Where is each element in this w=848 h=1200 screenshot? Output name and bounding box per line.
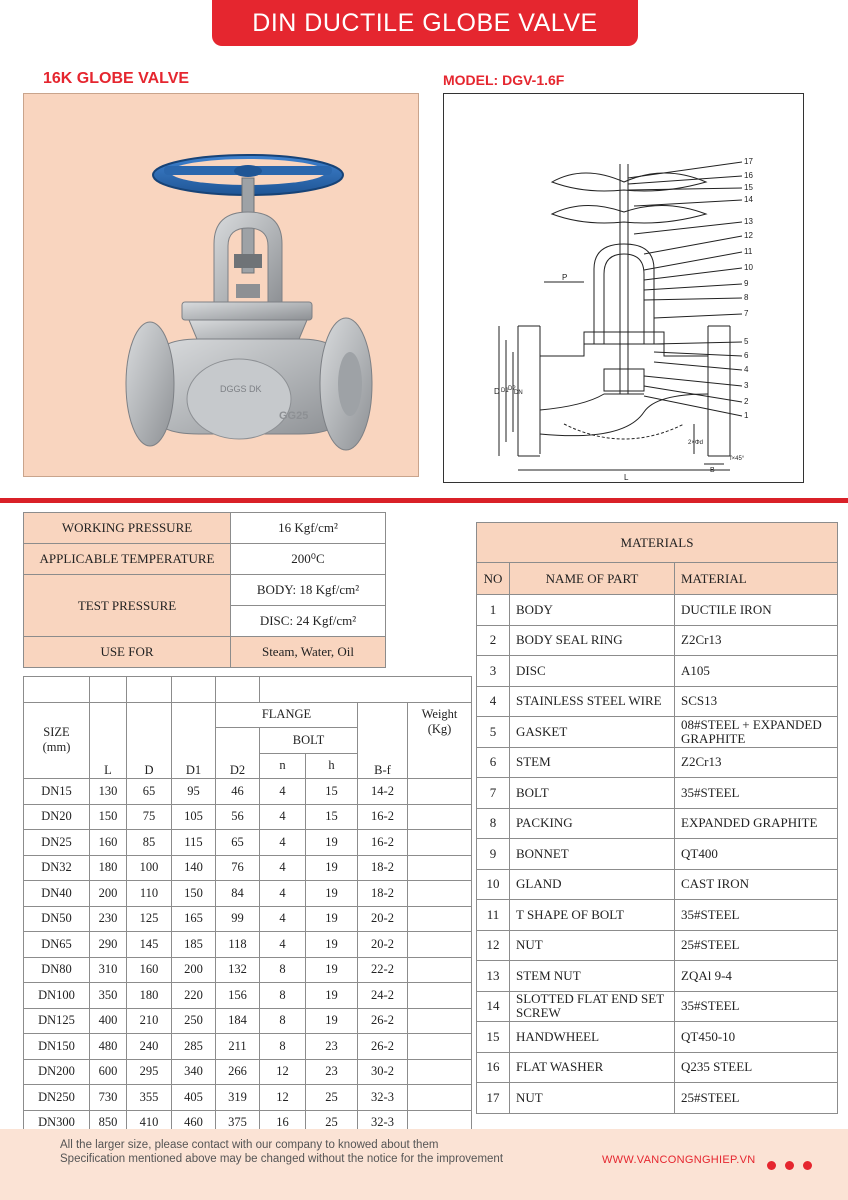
value-cell: 99 [216, 906, 260, 932]
value-cell: 19 [306, 830, 358, 856]
material-cell: 25#STEEL [675, 1083, 838, 1114]
col-header: D1 [172, 702, 216, 779]
part-cell: T SHAPE OF BOLT [510, 900, 675, 931]
spec-label: APPLICABLE TEMPERATURE [24, 544, 231, 575]
size-cell: DN250 [24, 1085, 90, 1111]
value-cell: 200 [172, 957, 216, 983]
size-header: SIZE (mm) [24, 702, 90, 779]
value-cell: 180 [127, 983, 172, 1009]
value-cell: 20-2 [358, 906, 408, 932]
size-cell: DN300 [24, 1110, 90, 1136]
table-row [477, 839, 838, 870]
value-cell: 185 [172, 932, 216, 958]
table-row [477, 1022, 838, 1053]
value-cell: 375 [216, 1110, 260, 1136]
value-cell: 145 [127, 932, 172, 958]
value-cell: 18-2 [358, 855, 408, 881]
no-cell: 11 [477, 900, 510, 931]
table-row [24, 855, 472, 881]
value-cell: 160 [127, 957, 172, 983]
value-cell: 130 [90, 779, 127, 805]
value-cell: 4 [260, 906, 306, 932]
value-cell: 15 [306, 779, 358, 805]
left-flange [126, 322, 174, 446]
value-cell: 240 [127, 1034, 172, 1060]
material-cell: ZQAl 9-4 [675, 961, 838, 992]
no-cell: 14 [477, 991, 510, 1022]
value-cell: 76 [216, 855, 260, 881]
left-section-title: 16K GLOBE VALVE [43, 70, 190, 87]
table-row [24, 932, 472, 958]
callout: 3 [744, 381, 749, 390]
size-cell: DN80 [24, 957, 90, 983]
value-cell: 210 [127, 1008, 172, 1034]
value-cell: 118 [216, 932, 260, 958]
part-cell: PACKING [510, 808, 675, 839]
value-cell: 19 [306, 957, 358, 983]
part-cell: BONNET [510, 839, 675, 870]
table-row [477, 686, 838, 717]
col-header: D2 [216, 728, 260, 779]
size-cell: DN65 [24, 932, 90, 958]
value-cell: 156 [216, 983, 260, 1009]
no-cell: 9 [477, 839, 510, 870]
table-row [477, 1052, 838, 1083]
value-cell: 75 [127, 804, 172, 830]
label-p: P [562, 273, 568, 282]
value-cell: 4 [260, 779, 306, 805]
no-cell: 8 [477, 808, 510, 839]
flange-header: FLANGE [216, 702, 358, 728]
value-cell: 56 [216, 804, 260, 830]
table-row [477, 1083, 838, 1114]
material-cell: 25#STEEL [675, 930, 838, 961]
material-cell: CAST IRON [675, 869, 838, 900]
value-cell: 16-2 [358, 830, 408, 856]
table-row [477, 930, 838, 961]
value-cell: 350 [90, 983, 127, 1009]
label-bolt: 2×Φd [688, 440, 703, 446]
value-cell: 125 [127, 906, 172, 932]
value-cell: 295 [127, 1059, 172, 1085]
weight-cell [408, 906, 472, 932]
table-row [477, 717, 838, 748]
value-cell: 95 [172, 779, 216, 805]
value-cell: 46 [216, 779, 260, 805]
value-cell: 132 [216, 957, 260, 983]
value-cell: 18-2 [358, 881, 408, 907]
value-cell: 340 [172, 1059, 216, 1085]
weight-cell [408, 1059, 472, 1085]
size-cell: DN125 [24, 1008, 90, 1034]
material-cell: SCS13 [675, 686, 838, 717]
callout: 4 [744, 365, 749, 374]
value-cell: 24-2 [358, 983, 408, 1009]
value-cell: 23 [306, 1059, 358, 1085]
value-cell: 19 [306, 932, 358, 958]
part-cell: HANDWHEEL [510, 1022, 675, 1053]
col-header: h [306, 753, 358, 779]
materials-title: MATERIALS [477, 523, 838, 563]
value-cell: 200 [90, 881, 127, 907]
material-cell: Z2Cr13 [675, 625, 838, 656]
value-cell: 105 [172, 804, 216, 830]
size-cell: DN100 [24, 983, 90, 1009]
no-cell: 16 [477, 1052, 510, 1083]
weight-header: Weight (Kg) [408, 702, 472, 779]
callout: 15 [744, 183, 753, 192]
value-cell: 211 [216, 1034, 260, 1060]
col-header: L [90, 702, 127, 779]
part-cell: SLOTTED FLAT END SET SCREW [510, 991, 675, 1022]
size-cell: DN32 [24, 855, 90, 881]
value-cell: 22-2 [358, 957, 408, 983]
value-cell: 4 [260, 932, 306, 958]
dot-icon [767, 1161, 776, 1170]
table-row [24, 830, 472, 856]
size-cell: DN25 [24, 830, 90, 856]
weight-cell [408, 1008, 472, 1034]
technical-drawing [443, 93, 804, 483]
callout: 1 [744, 411, 749, 420]
material-cell: A105 [675, 656, 838, 687]
value-cell: 14-2 [358, 779, 408, 805]
no-cell: 5 [477, 717, 510, 748]
callout: 6 [744, 351, 749, 360]
value-cell: 310 [90, 957, 127, 983]
dot-icon [785, 1161, 794, 1170]
callout: 7 [744, 309, 749, 318]
spec-label: WORKING PRESSURE [24, 513, 231, 544]
part-cell: NUT [510, 1083, 675, 1114]
table-row [24, 957, 472, 983]
part-cell: GASKET [510, 717, 675, 748]
part-cell: BODY [510, 595, 675, 626]
value-cell: 65 [216, 830, 260, 856]
materials-table [476, 522, 838, 1114]
page-banner: DIN DUCTILE GLOBE VALVE [212, 0, 638, 46]
model-title: MODEL: DGV-1.6F [443, 72, 565, 88]
no-cell: 2 [477, 625, 510, 656]
value-cell: 250 [172, 1008, 216, 1034]
size-cell: DN200 [24, 1059, 90, 1085]
value-cell: 8 [260, 1034, 306, 1060]
value-cell: 4 [260, 830, 306, 856]
label-l: L [624, 473, 629, 482]
table-row [477, 747, 838, 778]
weight-cell [408, 881, 472, 907]
value-cell: 84 [216, 881, 260, 907]
value-cell: 26-2 [358, 1008, 408, 1034]
callout: 11 [744, 247, 753, 256]
value-cell: 8 [260, 1008, 306, 1034]
callout: 8 [744, 293, 749, 302]
footer [0, 1129, 848, 1200]
material-cell: 35#STEEL [675, 778, 838, 809]
value-cell: 220 [172, 983, 216, 1009]
table-row [477, 656, 838, 687]
table-row [477, 595, 838, 626]
value-cell: 319 [216, 1085, 260, 1111]
table-row [477, 869, 838, 900]
label-dn: DN [514, 390, 523, 396]
material-cell: Z2Cr13 [675, 747, 838, 778]
spec-value: BODY: 18 Kgf/cm² [231, 575, 386, 606]
col-header: D [127, 702, 172, 779]
photo-cast-text: GG25 [279, 410, 309, 422]
value-cell: 355 [127, 1085, 172, 1111]
value-cell: 165 [172, 906, 216, 932]
label-d: D [494, 387, 500, 396]
no-cell: 3 [477, 656, 510, 687]
weight-cell [408, 779, 472, 805]
value-cell: 65 [127, 779, 172, 805]
no-cell: 10 [477, 869, 510, 900]
weight-cell [408, 957, 472, 983]
value-cell: 180 [90, 855, 127, 881]
value-cell: 23 [306, 1034, 358, 1060]
value-cell: 730 [90, 1085, 127, 1111]
value-cell: 12 [260, 1085, 306, 1111]
size-cell: DN15 [24, 779, 90, 805]
spec-value: Steam, Water, Oil [231, 637, 386, 668]
value-cell: 85 [127, 830, 172, 856]
table-row [477, 991, 838, 1022]
bolt-header: BOLT [260, 728, 358, 754]
table-row [477, 808, 838, 839]
label-angle: f×45° [730, 456, 745, 462]
material-cell: 35#STEEL [675, 991, 838, 1022]
table-row [24, 1059, 472, 1085]
value-cell: 115 [172, 830, 216, 856]
no-cell: 13 [477, 961, 510, 992]
website-link[interactable]: WWW.VANCONGNGHIEP.VN [602, 1154, 756, 1166]
label-b: B [710, 467, 715, 474]
callout: 10 [744, 263, 753, 272]
weight-cell [408, 1034, 472, 1060]
part-cell: STAINLESS STEEL WIRE [510, 686, 675, 717]
no-cell: 1 [477, 595, 510, 626]
no-cell: 17 [477, 1083, 510, 1114]
table-row [24, 1085, 472, 1111]
material-cell: QT450-10 [675, 1022, 838, 1053]
value-cell: 19 [306, 881, 358, 907]
material-cell: 35#STEEL [675, 900, 838, 931]
value-cell: 4 [260, 804, 306, 830]
size-cell: DN50 [24, 906, 90, 932]
material-cell: DUCTILE IRON [675, 595, 838, 626]
value-cell: 19 [306, 983, 358, 1009]
size-cell: DN40 [24, 881, 90, 907]
value-cell: 160 [90, 830, 127, 856]
value-cell: 16 [260, 1110, 306, 1136]
table-row [24, 779, 472, 805]
value-cell: 110 [127, 881, 172, 907]
value-cell: 150 [172, 881, 216, 907]
part-cell: STEM NUT [510, 961, 675, 992]
weight-cell [408, 855, 472, 881]
weight-cell [408, 1085, 472, 1111]
table-row [24, 1034, 472, 1060]
value-cell: 600 [90, 1059, 127, 1085]
part-cell: DISC [510, 656, 675, 687]
value-cell: 100 [127, 855, 172, 881]
weight-cell [408, 932, 472, 958]
value-cell: 25 [306, 1085, 358, 1111]
table-row [24, 983, 472, 1009]
value-cell: 8 [260, 957, 306, 983]
value-cell: 480 [90, 1034, 127, 1060]
value-cell: 285 [172, 1034, 216, 1060]
table-row [477, 961, 838, 992]
col-header: MATERIAL [675, 563, 838, 595]
table-row [477, 625, 838, 656]
value-cell: 30-2 [358, 1059, 408, 1085]
material-cell: QT400 [675, 839, 838, 870]
label-d2: D2 [508, 386, 516, 392]
value-cell: 25 [306, 1110, 358, 1136]
dimension-table [23, 676, 472, 1136]
callout: 14 [744, 195, 753, 204]
spec-label: USE FOR [24, 637, 231, 668]
table-row [24, 906, 472, 932]
value-cell: 290 [90, 932, 127, 958]
table-row [24, 881, 472, 907]
size-cell: DN150 [24, 1034, 90, 1060]
spec-value: DISC: 24 Kgf/cm² [231, 606, 386, 637]
value-cell: 266 [216, 1059, 260, 1085]
callout: 17 [744, 157, 753, 166]
no-cell: 12 [477, 930, 510, 961]
value-cell: 12 [260, 1059, 306, 1085]
weight-cell [408, 804, 472, 830]
table-row [477, 778, 838, 809]
value-cell: 19 [306, 855, 358, 881]
value-cell: 32-3 [358, 1085, 408, 1111]
table-row [477, 900, 838, 931]
material-cell: EXPANDED GRAPHITE [675, 808, 838, 839]
value-cell: 16-2 [358, 804, 408, 830]
col-header: NO [477, 563, 510, 595]
value-cell: 140 [172, 855, 216, 881]
no-cell: 6 [477, 747, 510, 778]
value-cell: 460 [172, 1110, 216, 1136]
value-cell: 19 [306, 906, 358, 932]
no-cell: 7 [477, 778, 510, 809]
footer-note-1: All the larger size, please contact with our company to knowed about them [60, 1139, 439, 1151]
weight-cell [408, 830, 472, 856]
dot-icon [803, 1161, 812, 1170]
size-cell: DN20 [24, 804, 90, 830]
callout: 13 [744, 217, 753, 226]
value-cell: 850 [90, 1110, 127, 1136]
part-cell: BOLT [510, 778, 675, 809]
callout: 12 [744, 231, 753, 240]
value-cell: 4 [260, 881, 306, 907]
value-cell: 400 [90, 1008, 127, 1034]
material-cell: 08#STEEL + EXPANDED GRAPHITE [675, 717, 838, 748]
value-cell: 15 [306, 804, 358, 830]
value-cell: 405 [172, 1085, 216, 1111]
spec-value: 16 Kgf/cm² [231, 513, 386, 544]
value-cell: 8 [260, 983, 306, 1009]
part-cell: BODY SEAL RING [510, 625, 675, 656]
callout: 16 [744, 171, 753, 180]
value-cell: 19 [306, 1008, 358, 1034]
callout: 2 [744, 397, 749, 406]
table-row [24, 804, 472, 830]
no-cell: 15 [477, 1022, 510, 1053]
value-cell: 4 [260, 855, 306, 881]
col-header: NAME OF PART [510, 563, 675, 595]
value-cell: 20-2 [358, 932, 408, 958]
value-cell: 230 [90, 906, 127, 932]
value-cell: 26-2 [358, 1034, 408, 1060]
part-cell: GLAND [510, 869, 675, 900]
part-cell: NUT [510, 930, 675, 961]
spec-label: TEST PRESSURE [24, 575, 231, 637]
value-cell: 150 [90, 804, 127, 830]
value-cell: 184 [216, 1008, 260, 1034]
callout: 9 [744, 279, 749, 288]
col-header: B-f [358, 702, 408, 779]
valve-photo [23, 93, 419, 477]
photo-body-text: DGGS DK [220, 384, 262, 394]
part-cell: FLAT WASHER [510, 1052, 675, 1083]
table-row [24, 1008, 472, 1034]
col-header: n [260, 753, 306, 779]
spec-table [23, 512, 386, 668]
spec-value: 200⁰C [231, 544, 386, 575]
material-cell: Q235 STEEL [675, 1052, 838, 1083]
value-cell: 32-3 [358, 1110, 408, 1136]
weight-cell [408, 983, 472, 1009]
value-cell: 410 [127, 1110, 172, 1136]
part-cell: STEM [510, 747, 675, 778]
footer-note-2: Specification mentioned above may be changed without the notice for the improvement [60, 1153, 504, 1165]
callout: 5 [744, 337, 749, 346]
callout-numbers [744, 157, 753, 420]
no-cell: 4 [477, 686, 510, 717]
label-d1: D1 [501, 388, 509, 394]
divider-rule [0, 498, 848, 503]
